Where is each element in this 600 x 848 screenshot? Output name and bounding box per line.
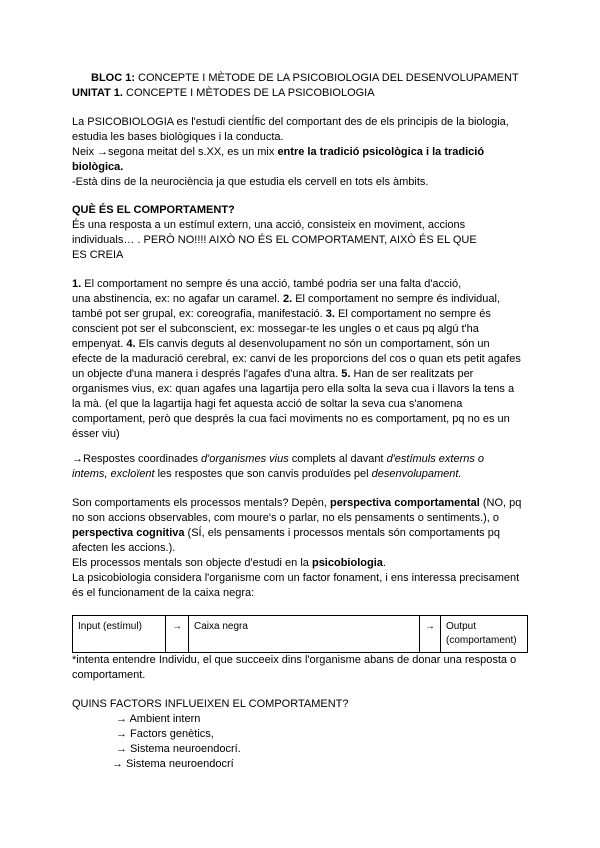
points-line: ésser viu) <box>72 428 120 440</box>
list-item: → Ambient intern <box>116 713 201 725</box>
processes-line <box>72 526 521 541</box>
points-line <box>72 292 521 307</box>
bloc-label: BLOC 1: <box>91 72 135 84</box>
processes-line: no son accions observables, com moure's o parlar, no els pensaments o sentiments.), o <box>72 512 500 524</box>
output-cell <box>441 616 528 653</box>
section-heading-text: QUÈ ÉS EL COMPORTAMENT? <box>72 204 235 216</box>
intro-paragraph <box>72 115 509 190</box>
point-text: un objecte d'una manera i després l'agafes d'una altra. <box>72 368 342 380</box>
definition-line <box>72 452 484 467</box>
intro-line <box>72 160 509 175</box>
definition-text: complets al davant <box>288 453 387 465</box>
section-line: individuals… . PERÒ NO!!!! AIXÒ NO ÉS EL COMPORTAMENT, AIXÒ ÉS EL QUE <box>72 234 477 246</box>
point-number: 4. <box>126 338 136 350</box>
definition-italic: intems, excloïent <box>72 468 155 480</box>
factors-list <box>112 712 241 772</box>
intro-bold-text: entre la tradició psicològica i la tradició <box>277 146 485 158</box>
intro-bold-text: biològica. <box>72 161 124 173</box>
processes-text: Son comportaments els processos mentals? Depèn, <box>72 497 331 509</box>
point-number: 3. <box>325 308 335 320</box>
points-line <box>72 337 521 352</box>
points-line: organismes vius, ex: quan agafes una lagartija pero ella solta la seva cua i llavors la tens a <box>72 383 515 395</box>
point-text: una abstinencia, ex: no agafar un caramel. <box>72 293 283 305</box>
points-line <box>72 367 521 382</box>
processes-paragraph <box>72 496 521 601</box>
note-line: *intenta entendre Individu, el que succeeix dins l'organisme abans de donar una resposta o <box>72 654 517 666</box>
points-line: conscient pot ser el subconscient, ex: mossegar-te les ungles o et caus pq algú t'ha <box>72 323 479 335</box>
processes-text: (NO, pq <box>479 497 522 509</box>
definition-line <box>72 467 484 482</box>
processes-line: La psicobiologia considera l'organisme com un factor fonament, i ens interessa precisament <box>72 572 520 584</box>
point-text: empenyat. <box>72 338 127 350</box>
section-line: ES CREIA <box>72 249 124 261</box>
arrow-right-icon: → <box>420 616 441 653</box>
point-number: 2. <box>282 293 293 305</box>
arrow-right-icon: → <box>166 616 189 653</box>
output-sublabel: (comportament) <box>446 635 517 646</box>
list-item: → Factors genètics, <box>116 728 214 740</box>
unitat-title: CONCEPTE I MÈTODES DE LA PSICOBIOLOGIA <box>122 87 375 99</box>
point-text: també pot ser grupal, ex: coreografia, manifestació. <box>72 308 326 320</box>
points-paragraph <box>72 277 521 442</box>
section-heading <box>72 203 235 218</box>
output-label: Output <box>446 621 477 632</box>
definition-paragraph <box>72 452 484 482</box>
unitat-label: UNITAT 1. <box>72 87 123 99</box>
list-item: → Sistema neuroendocrí <box>112 758 234 770</box>
points-line: comportament, però que després la cua faci moviments no es comportament, pq no es un <box>72 413 510 425</box>
point-text: El comportament no sempre és una acció, també podria ser una falta d'acció, <box>81 278 462 290</box>
intro-text: Neix →segona meitat del s.XX, es un mix <box>72 146 278 158</box>
definition-text: →Respostes coordinades <box>72 453 202 465</box>
intro-line: -Està dins de la neurociència ja que estudia els cervell en tots els àmbits. <box>72 176 429 188</box>
points-line <box>72 277 521 292</box>
definition-italic: d'organismes vius <box>201 453 289 465</box>
bloc-heading <box>91 71 519 86</box>
note-paragraph <box>72 653 516 683</box>
point-text: El comportament no sempre és <box>334 308 491 320</box>
points-line: la mà. (el que la lagartija hagi fet aquesta acció de soltar la seva cua s'anomena <box>72 398 463 410</box>
processes-text: . <box>382 557 386 569</box>
intro-line <box>72 145 509 160</box>
input-cell: Input (estímul) <box>73 616 166 653</box>
points-line <box>72 307 521 322</box>
processes-line: afecten les accions.). <box>72 542 176 554</box>
point-text: El comportament no sempre és individual, <box>292 293 501 305</box>
processes-text: Els processos mentals son objecte d'estudi en la <box>72 557 312 569</box>
point-text: Els canvis deguts al desenvolupament no són un comportament, són un <box>135 338 490 350</box>
definition-italic: desenvolupament. <box>371 468 462 480</box>
processes-text: (SÍ, els pensaments i processos mentals són comportaments pq <box>184 527 500 539</box>
point-text: Han de ser realitzats per <box>350 368 474 380</box>
unitat-heading <box>72 86 375 101</box>
intro-line: estudia les bases biològiques i la conducta. <box>72 131 284 143</box>
processes-bold: psicobiologia <box>311 557 383 569</box>
note-line: comportament. <box>72 669 146 681</box>
point-number: 1. <box>72 278 82 290</box>
definition-italic: d'estímuls externs o <box>386 453 485 465</box>
processes-line <box>72 496 521 511</box>
processes-bold: perspectiva cognitiva <box>72 527 185 539</box>
black-box-diagram <box>72 615 528 653</box>
section-body <box>72 218 477 263</box>
black-box-cell: Caixa negra <box>189 616 420 653</box>
section-line: És una resposta a un estímul extern, una acció, consisteix en moviment, accions <box>72 219 466 231</box>
point-number: 5. <box>341 368 351 380</box>
bloc-title: CONCEPTE I MÈTODE DE LA PSICOBIOLOGIA DEL DESENVOLUPAMENT <box>135 72 519 84</box>
definition-text: les respostes que son canvis produïdes pel <box>154 468 372 480</box>
points-line: efecte de la maduració cerebral, ex: canvi de les proporcions del cos o quan ets petit agafes <box>72 353 521 365</box>
list-item: → Sistema neuroendocrí. <box>116 743 241 755</box>
processes-line <box>72 556 521 571</box>
processes-line: és el funcionament de la caixa negra: <box>72 587 255 599</box>
factors-heading: QUINS FACTORS INFLUEIXEN EL COMPORTAMENT? <box>72 698 349 710</box>
intro-line: La PSICOBIOLOGIA es l'estudi cientÍfic del comportant des de els principis de la biologia, <box>72 116 509 128</box>
processes-bold: perspectiva comportamental <box>330 497 480 509</box>
